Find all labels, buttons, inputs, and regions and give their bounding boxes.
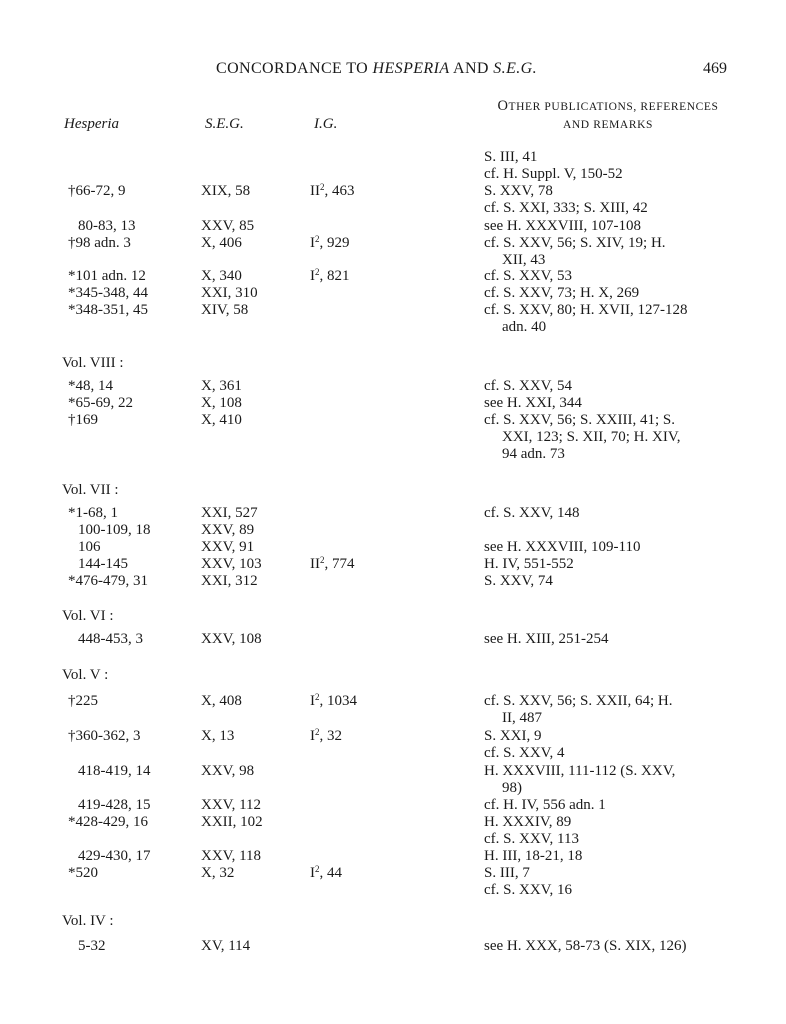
- hesperia-ref: 144-145: [78, 556, 128, 572]
- ig-edition-superscript: 2: [315, 267, 320, 277]
- ig-number: , 1034: [319, 693, 357, 709]
- remark-line: see H. XXX, 58-73 (S. XIX, 126): [484, 938, 687, 954]
- ig-series: I: [310, 235, 315, 251]
- remark-line: cf. S. XXV, 113: [484, 831, 580, 847]
- remark-line: cf. S. XXV, 73; H. X, 269: [484, 285, 640, 301]
- hesperia-ref: †66-72, 9: [68, 183, 126, 199]
- hesperia-ref: 429-430, 17: [78, 848, 151, 864]
- hesperia-ref: *428-429, 16: [68, 814, 148, 830]
- remark-line: cf. S. XXV, 54: [484, 378, 573, 394]
- remark-line: S. XXI, 9: [484, 728, 542, 744]
- seg-ref: XXV, 112: [201, 797, 262, 813]
- remark-line: cf. S. XXV, 148: [484, 505, 580, 521]
- ig-ref: [310, 235, 350, 252]
- remark-line: XXI, 123; S. XII, 70; H. XIV,: [502, 429, 681, 445]
- seg-ref: X, 32: [201, 865, 235, 881]
- seg-ref: XXII, 102: [201, 814, 263, 830]
- remark-line: H. IV, 551-552: [484, 556, 574, 572]
- header-line1: THER PUBLICATIONS, REFERENCES: [508, 101, 719, 113]
- seg-ref: X, 340: [201, 268, 242, 284]
- seg-ref: XXV, 118: [201, 848, 262, 864]
- ig-number: , 929: [319, 235, 350, 251]
- remark-line: cf. H. IV, 556 adn. 1: [484, 797, 606, 813]
- remark-line: H. XXXVIII, 111-112 (S. XXV,: [484, 763, 676, 779]
- ig-edition-superscript: 2: [315, 692, 320, 702]
- ig-series: I: [310, 268, 315, 284]
- ig-series: I: [310, 865, 315, 881]
- remark-line: cf. S. XXV, 53: [484, 268, 573, 284]
- volume-heading: Vol. VIII :: [62, 355, 124, 371]
- seg-ref: XXV, 108: [201, 631, 262, 647]
- ig-ref: [310, 865, 342, 882]
- ig-series: II: [310, 556, 320, 572]
- column-header-other: [483, 97, 733, 134]
- seg-ref: XXI, 310: [201, 285, 258, 301]
- hesperia-ref: 106: [78, 539, 101, 555]
- seg-ref: X, 408: [201, 693, 242, 709]
- volume-heading: Vol. V :: [62, 667, 109, 683]
- remark-line: 94 adn. 73: [502, 446, 565, 462]
- seg-ref: XXV, 91: [201, 539, 255, 555]
- remark-line: adn. 40: [502, 319, 547, 335]
- ig-edition-superscript: 2: [315, 727, 320, 737]
- volume-heading: Vol. VII :: [62, 482, 119, 498]
- seg-ref: X, 410: [201, 412, 242, 428]
- hesperia-ref: *1-68, 1: [68, 505, 118, 521]
- ig-series: II: [310, 183, 320, 199]
- seg-ref: X, 406: [201, 235, 242, 251]
- hesperia-ref: 419-428, 15: [78, 797, 151, 813]
- volume-heading: Vol. VI :: [62, 608, 114, 624]
- hesperia-ref: 448-453, 3: [78, 631, 143, 647]
- running-head: [0, 60, 786, 82]
- seg-ref: XXI, 527: [201, 505, 258, 521]
- ig-edition-superscript: 2: [320, 182, 325, 192]
- hesperia-ref: *476-479, 31: [68, 573, 148, 589]
- ig-ref: [310, 183, 355, 200]
- hesperia-ref: †225: [68, 693, 98, 709]
- hesperia-ref: *348-351, 45: [68, 302, 148, 318]
- remark-line: H. XXXIV, 89: [484, 814, 572, 830]
- seg-ref: XIV, 58: [201, 302, 249, 318]
- remark-line: S. III, 41: [484, 149, 538, 165]
- ig-number: , 463: [324, 183, 355, 199]
- remark-line: cf. S. XXV, 80; H. XVII, 127-128: [484, 302, 688, 318]
- remark-line: cf. S. XXV, 56; S. XXIII, 41; S.: [484, 412, 675, 428]
- ig-series: I: [310, 693, 315, 709]
- remark-line: see H. XXXVIII, 109-110: [484, 539, 641, 555]
- ig-number: , 44: [319, 865, 342, 881]
- remark-line: cf. S. XXV, 56; S. XIV, 19; H.: [484, 235, 666, 251]
- hesperia-ref: †98 adn. 3: [68, 235, 131, 251]
- ig-number: , 821: [319, 268, 350, 284]
- ig-ref: [310, 693, 357, 710]
- remark-line: S. III, 7: [484, 865, 530, 881]
- remark-line: see H. XXI, 344: [484, 395, 582, 411]
- volume-heading: Vol. IV :: [62, 913, 114, 929]
- hesperia-ref: 80-83, 13: [78, 218, 136, 234]
- seg-ref: XXV, 103: [201, 556, 262, 572]
- ig-edition-superscript: 2: [315, 864, 320, 874]
- seg-ref: X, 361: [201, 378, 242, 394]
- hesperia-ref: *520: [68, 865, 98, 881]
- ig-ref: [310, 728, 342, 745]
- remark-line: see H. XIII, 251-254: [484, 631, 609, 647]
- title-italic-hesperia: HESPERIA: [372, 60, 450, 77]
- seg-ref: XXV, 85: [201, 218, 255, 234]
- column-header-seg: S.E.G.: [205, 116, 244, 132]
- hesperia-ref: 100-109, 18: [78, 522, 151, 538]
- seg-ref: XXV, 89: [201, 522, 255, 538]
- hesperia-ref: †169: [68, 412, 98, 428]
- header-line2: AND REMARKS: [563, 119, 653, 131]
- remark-line: cf. H. Suppl. V, 150-52: [484, 166, 623, 182]
- remark-line: S. XXV, 78: [484, 183, 553, 199]
- seg-ref: XXV, 98: [201, 763, 255, 779]
- seg-ref: X, 108: [201, 395, 242, 411]
- remark-line: cf. S. XXV, 4: [484, 745, 565, 761]
- ig-edition-superscript: 2: [315, 234, 320, 244]
- hesperia-ref: *48, 14: [68, 378, 113, 394]
- remark-line: H. III, 18-21, 18: [484, 848, 583, 864]
- remark-line: cf. S. XXV, 56; S. XXII, 64; H.: [484, 693, 673, 709]
- title-part: CONCORDANCE TO: [216, 60, 373, 77]
- ig-ref: [310, 556, 355, 573]
- seg-ref: XV, 114: [201, 938, 251, 954]
- header-initial-cap: O: [497, 98, 509, 114]
- remark-line: XII, 43: [502, 252, 546, 268]
- ig-number: , 774: [324, 556, 355, 572]
- seg-ref: XIX, 58: [201, 183, 251, 199]
- ig-edition-superscript: 2: [320, 555, 325, 565]
- hesperia-ref: *65-69, 22: [68, 395, 133, 411]
- hesperia-ref: *101 adn. 12: [68, 268, 146, 284]
- seg-ref: XXI, 312: [201, 573, 258, 589]
- remark-line: 98): [502, 780, 522, 796]
- seg-ref: X, 13: [201, 728, 235, 744]
- title-part: AND: [449, 60, 494, 77]
- running-head-title: [216, 60, 537, 78]
- column-header-ig: I.G.: [314, 116, 338, 132]
- hesperia-ref: †360-362, 3: [68, 728, 141, 744]
- remark-line: S. XXV, 74: [484, 573, 553, 589]
- remark-line: cf. S. XXI, 333; S. XIII, 42: [484, 200, 648, 216]
- hesperia-ref: *345-348, 44: [68, 285, 148, 301]
- ig-ref: [310, 268, 350, 285]
- remark-line: cf. S. XXV, 16: [484, 882, 573, 898]
- hesperia-ref: 5-32: [78, 938, 106, 954]
- ig-number: , 32: [319, 728, 342, 744]
- page-number: 469: [703, 60, 727, 77]
- title-italic-seg: S.E.G.: [493, 60, 538, 77]
- ig-series: I: [310, 728, 315, 744]
- hesperia-ref: 418-419, 14: [78, 763, 151, 779]
- remark-line: see H. XXXVIII, 107-108: [484, 218, 642, 234]
- remark-line: II, 487: [502, 710, 542, 726]
- column-header-hesperia: Hesperia: [64, 116, 119, 132]
